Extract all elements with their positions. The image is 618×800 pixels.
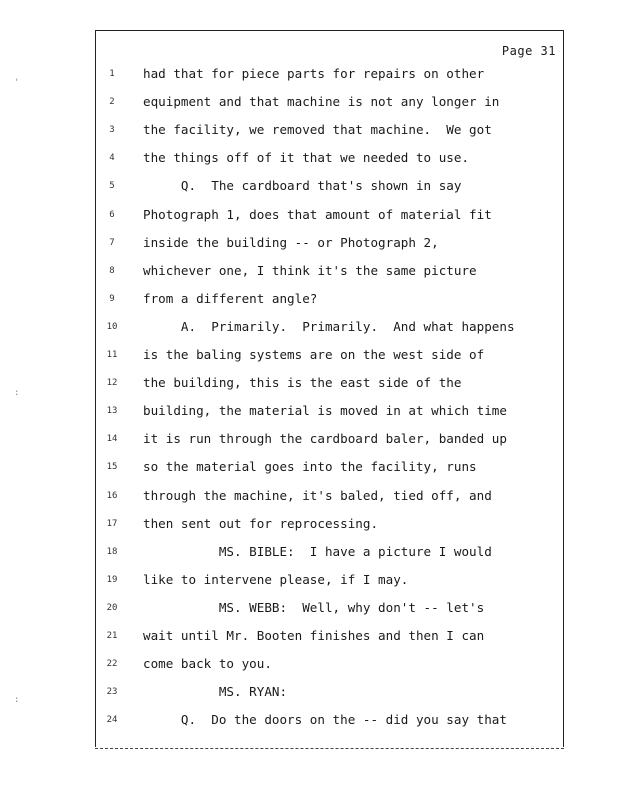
- transcript-line: [0, 261, 618, 281]
- transcript-line: [0, 317, 618, 337]
- transcript-line: [0, 373, 618, 393]
- transcript-line: [0, 514, 618, 534]
- line-text: the building, this is the east side of the: [143, 375, 462, 391]
- line-number: 20: [106, 602, 118, 613]
- line-number: 12: [106, 378, 118, 389]
- line-number: 2: [109, 97, 115, 108]
- line-text: then sent out for reprocessing.: [143, 515, 379, 531]
- transcript-line: [0, 654, 618, 674]
- line-text: inside the building -- or Photograph 2,: [143, 234, 439, 250]
- transcript-line: [0, 120, 618, 140]
- line-number: 10: [106, 321, 118, 332]
- line-number: 22: [106, 659, 118, 670]
- line-number: 24: [106, 715, 118, 726]
- line-number: 18: [106, 546, 118, 557]
- transcript-line: [0, 626, 618, 646]
- line-text: the facility, we removed that machine. We got: [143, 122, 492, 138]
- line-text: Photograph 1, does that amount of material fit: [143, 206, 492, 222]
- transcript-line: [0, 345, 618, 365]
- line-text: Q. The cardboard that's shown in say: [143, 178, 462, 194]
- page-number: Page 31: [501, 44, 556, 58]
- line-text: from a different angle?: [143, 290, 318, 306]
- line-number: 3: [109, 125, 115, 136]
- line-number: 14: [106, 434, 118, 445]
- line-text: A. Primarily. Primarily. And what happens: [143, 318, 515, 334]
- line-number: 8: [109, 265, 115, 276]
- margin-tick: ': [14, 78, 20, 88]
- transcript-line: [0, 710, 618, 730]
- page-bottom-rule: [95, 748, 564, 749]
- line-text: MS. WEBB: Well, why don't -- let's: [143, 599, 485, 615]
- transcript-line: [0, 570, 618, 590]
- line-number: 21: [106, 631, 118, 641]
- line-number: 6: [109, 209, 115, 220]
- line-text: whichever one, I think it's the same picture: [143, 262, 477, 278]
- line-number: 19: [106, 574, 118, 585]
- line-text: equipment and that machine is not any longer in: [143, 94, 500, 110]
- line-text: through the machine, it's baled, tied off, and: [143, 487, 492, 503]
- line-number: 5: [109, 181, 115, 192]
- line-number: 16: [106, 490, 118, 501]
- line-text: MS. BIBLE: I have a picture I would: [143, 543, 492, 559]
- transcript-line: [0, 64, 618, 84]
- transcript-line: [0, 542, 618, 562]
- line-number: 4: [109, 153, 115, 164]
- line-text: like to intervene please, if I may.: [143, 571, 409, 587]
- transcript-line: [0, 289, 618, 309]
- line-text: wait until Mr. Booten finishes and then I can: [143, 628, 485, 643]
- line-text: come back to you.: [143, 656, 272, 672]
- transcript-line: [0, 176, 618, 196]
- line-number: 15: [106, 462, 118, 473]
- line-number: 13: [106, 406, 118, 417]
- line-text: the things off of it that we needed to use.: [143, 150, 470, 166]
- transcript-line: [0, 401, 618, 421]
- transcript-line: [0, 92, 618, 112]
- line-text: so the material goes into the facility, runs: [143, 459, 477, 475]
- transcript-line: [0, 682, 618, 702]
- line-number: 17: [106, 518, 118, 529]
- line-number: 1: [109, 69, 115, 79]
- transcript-line: [0, 148, 618, 168]
- transcript-line: [0, 598, 618, 618]
- line-text: MS. RYAN:: [143, 684, 288, 700]
- transcript-line: [0, 486, 618, 506]
- transcript-line: [0, 429, 618, 449]
- line-text: is the baling systems are on the west side of: [143, 347, 485, 362]
- line-text: it is run through the cardboard baler, banded up: [143, 431, 507, 447]
- line-number: 23: [106, 687, 118, 698]
- line-number: 7: [109, 237, 115, 248]
- line-text: building, the material is moved in at which time: [143, 403, 507, 419]
- line-text: Q. Do the doors on the -- did you say that: [143, 712, 507, 728]
- line-number: 9: [109, 293, 115, 304]
- transcript-line: [0, 457, 618, 477]
- line-text: had that for piece parts for repairs on other: [143, 66, 485, 81]
- margin-tick: :: [14, 388, 20, 398]
- transcript-line: [0, 233, 618, 253]
- line-number: 11: [106, 350, 118, 360]
- transcript-line: [0, 205, 618, 225]
- margin-tick: :: [14, 695, 20, 705]
